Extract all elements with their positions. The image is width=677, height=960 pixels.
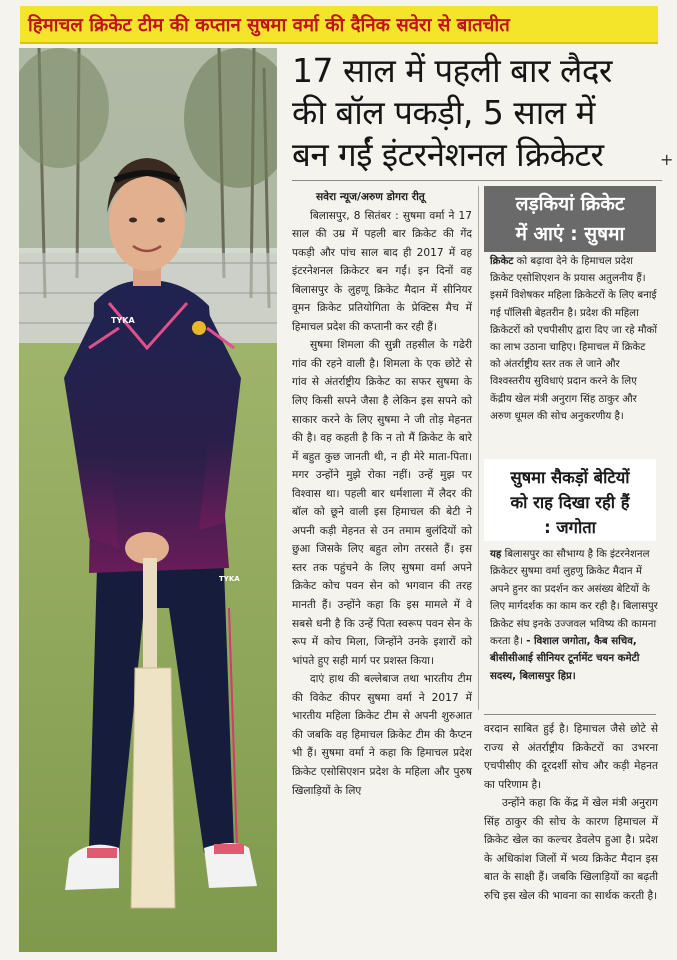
sidebar-1-title-line-2: में आएं : सुषमा [515, 223, 625, 245]
headline-line-3: बन गईं इंटरनेशनल क्रिकेटर [292, 135, 604, 174]
column-divider [478, 186, 479, 710]
sidebar-2-lead: यह [490, 549, 502, 560]
sidebar-1-lead: क्रिकेट [490, 256, 514, 267]
jersey-logo-left: TYKA [111, 316, 135, 325]
article-paragraph-1: बिलासपुर, 8 सितंबर : सुषमा वर्मा ने 17 साल की उम्र में पहली बार क्रिकेट की गेंद पकड़ी और पांच साल बाद ही 2017 में वह इंटरनेशनल क्रिकेटर बन गईं। इन दिनों वह बिलासपुर के लुहणू क्रिकेट मैदान में सीनियर वूमन क्रिकेट प्रतियोगिता के प्रेक्टिस मैच में हिमाचल प्रदेश की कप्तानी कर रही हैं। [292, 209, 472, 333]
sidebar-2-title-line-1: सुषमा सैकड़ों बेटियों [510, 468, 630, 487]
article-column-1 [292, 188, 472, 800]
top-banner-text: हिमाचल क्रिकेट टीम की कप्तान सुषमा वर्मा की दैनिक सवेरा से बातचीत [28, 14, 510, 36]
headline-line-2: की बॉल पकड़ी, 5 साल में [292, 93, 595, 132]
byline: सवेरा न्यूज/अरुण डोगरा रीतू [316, 191, 425, 203]
headline [292, 50, 664, 176]
team-crest-icon [192, 321, 206, 335]
sidebar-2-title-line-3: : जगोता [544, 518, 596, 537]
sidebar-2-signature: - विशाल जगोता, कैब सचिव, बीसीसीआई सीनियर टूर्नामेंट चयन कमेटी सदस्य, बिलासपुर हिप्र। [490, 636, 640, 682]
trouser-logo: TYKA [219, 575, 240, 583]
top-banner [20, 6, 658, 44]
article-column-2 [484, 720, 658, 905]
plus-icon: + [660, 150, 674, 169]
sidebar-1-text: को बढ़ावा देने के हिमाचल प्रदेश क्रिकेट एसोशिएशन के प्रयास अतुलनीय हैं। इसमें विशेषकर महिला क्रिकेटरों के लिए बनाई गई पॉलिसी बेहतरीन है। प्रदेश की महिला क्रिकेटरों को एचपीसीए द्वारा दिए जा रहे मौकों का लाभ उठाना चाहिए। हिमाचल में क्रिकेट को अंतर्राष्ट्रीय स्तर तक ले जाने और विश्वस्तरीय सुविधाएं प्रदान करने के लिए केंद्रीय खेल मंत्री अनुराग सिंह ठाकुर और अरुण धूमल की सोच अनुकरणीय है। [490, 256, 657, 422]
sidebar-1-body [490, 253, 658, 425]
player-photo-illustration [19, 48, 277, 952]
sidebar-1-title [484, 186, 656, 252]
article-paragraph-3: दाएं हाथ की बल्लेबाज तथा भारतीय टीम की विकेट कीपर सुषमा वर्मा ने 2017 में भारतीय महिला क्रिकेट टीम से अपनी शुरुआत की जबकि वह हिमाचल क्रिकेट टीम की कैप्टन भी हैं। सुषमा वर्मा ने कहा कि हिमाचल प्रदेश क्रिकेट एसोसिएशन प्रदेश के महिला और पुरुष खिलाड़ियों के लिए [292, 673, 472, 797]
player-photo [19, 48, 277, 952]
article-paragraph-4: वरदान साबित हुई है। हिमाचल जैसे छोटे से राज्य से अंतर्राष्ट्रीय क्रिकेटरों का उभरना एचपीसीए की दूरदर्शी सोच और कड़ी मेहनत का परिणाम है। [484, 723, 658, 791]
sidebar-1-title-line-1: लड़कियां क्रिकेट [515, 193, 625, 215]
article-paragraph-5: उन्होंने कहा कि केंद्र में खेल मंत्री अनुराग सिंह ठाकुर की सोच के कारण हिमाचल में क्रिकेट खेल का कल्चर डेवलेप हुआ है। प्रदेश के अधिकांश जिलों में भव्य क्रिकेट मैदान इस बात के साक्षी हैं। जबकि खिलाड़ियों का बढ़ती रुचि इस खेल की भावना का सार्थक करती है। [484, 797, 658, 902]
article-paragraph-2: सुषमा शिमला की सुन्नी तहसील के गढेरी गांव की रहने वाली है। शिमला के एक छोटे से गांव से अंतर्राष्ट्रीय क्रिकेट का सफर सुषमा के लिए किसी सपने जैसा है लेकिन इस सपने को साकार करने के लिए सुषमा ने जी तोड़ मेहनत की है। वह कहती है कि न तो मैं क्रिकेट के बारे में बहुत कुछ जानती थी, न ही मेरे माता-पिता। मगर उन्होंने मुझे रोका नहीं। उन्हें मुझ पर विश्वास था। पहली बार धर्मशाला में लैदर की बॉल को छूने वाली इस हिमाचल की बेटी ने अपनी कड़ी मेहनत से उन तमाम बुलंदियों को छुआ जिसके लिए बहुत लोग तरसते हैं। इस स्तर तक पहुंचने के लिए सुषमा वर्मा अपने क्रिकेट कोच पवन सेन को भगवान की तरह मानती हैं। उन्होंने कहा कि इस मामले में वे सबसे धनी है कि उन्हें पिता स्वरूप पवन सेन के रूप में कोच मिला, जिन्होंने उनके इशारों को भांपते हुए सही मार्ग पर प्रशस्त किया। [292, 339, 472, 667]
sidebar-2-text: बिलासपुर का सौभाग्य है कि इंटरनेशनल क्रिकेटर सुषमा वर्मा लुहणु क्रिकेट मैदान में अपने हुनर का प्रदर्शन कर असंख्य बेटियों के लिए मार्गदर्शक का काम कर रही है। बिलासपुर क्रिकेट संघ इनके उज्जवल भविष्य की कामना करता है। [490, 549, 658, 648]
sidebar-2-body [490, 546, 658, 685]
headline-divider [292, 180, 662, 181]
headline-line-1: 17 साल में पहली बार लैदर [292, 51, 612, 90]
sidebar-divider [484, 714, 656, 715]
sidebar-2-title [484, 459, 656, 541]
sidebar-2-title-line-2: को राह दिखा रही हैं [510, 493, 630, 512]
